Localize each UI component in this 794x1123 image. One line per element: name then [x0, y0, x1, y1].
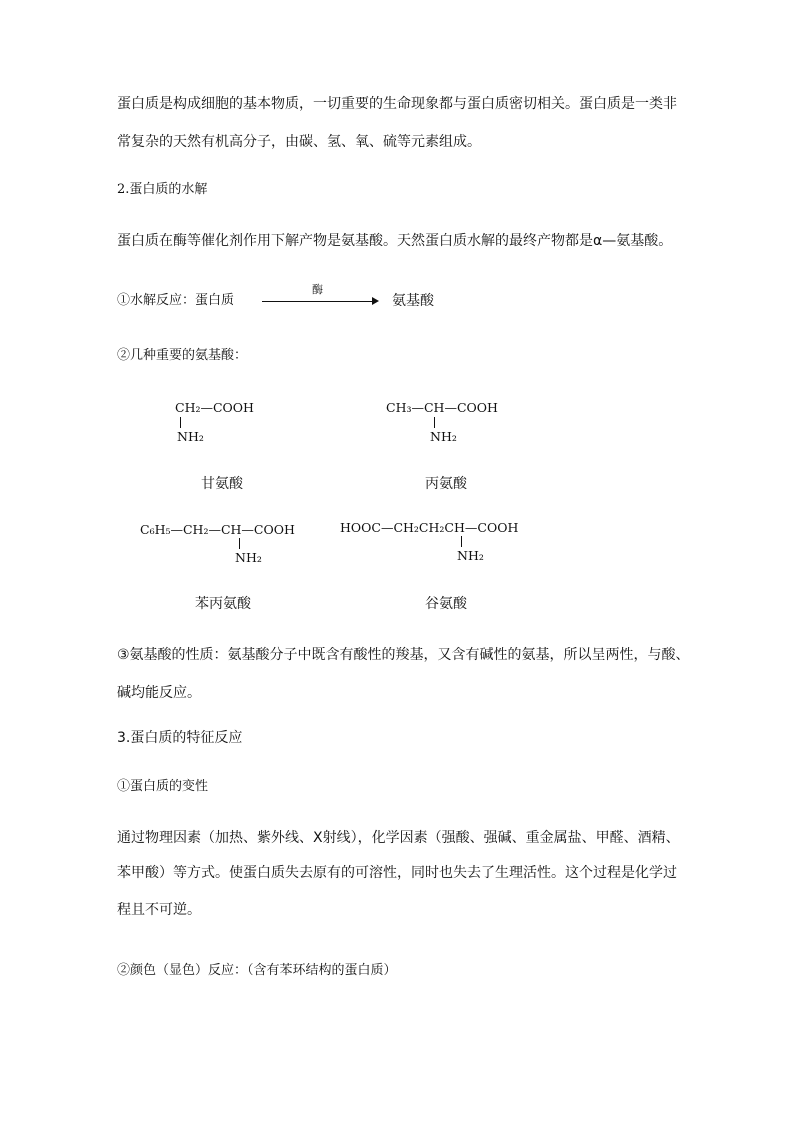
intro-line-1: 蛋白质是构成细胞的基本物质，一切重要的生命现象都与蛋白质密切相关。蛋白质是一类非 — [117, 96, 677, 112]
properties-line-1: ③氨基酸的性质：氨基酸分子中既含有酸性的羧基，又含有碱性的氨基，所以呈两性，与酸、 — [117, 647, 690, 663]
denaturation-line-1: 通过物理因素（加热、紫外线、X射线），化学因素（强酸、强碱、重金属盐、甲醛、酒精、 — [117, 830, 680, 846]
reaction-catalyst: 酶 — [312, 283, 323, 296]
hydrolysis-text: 蛋白质在酶等催化剂作用下解产物是氨基酸。天然蛋白质水解的最终产物都是α—氨基酸。 — [117, 233, 673, 249]
glutamic-acid-bond — [461, 536, 462, 547]
alanine-amino: NH₂ — [430, 429, 457, 444]
color-reaction: ②颜色（显色）反应：（含有苯环结构的蛋白质） — [117, 963, 397, 978]
denaturation-line-3: 程且不可逆。 — [117, 902, 201, 918]
reaction-label: ①水解反应：蛋白质 — [117, 293, 235, 308]
glycine-amino: NH₂ — [177, 429, 204, 444]
glutamic-acid-amino: NH₂ — [457, 548, 484, 563]
glutamic-acid-formula: HOOC—CH₂CH₂CH—COOH — [340, 520, 519, 535]
reaction-arrow-line — [262, 301, 374, 302]
phenylalanine-name: 苯丙氨酸 — [195, 596, 251, 612]
glycine-formula: CH₂—COOH — [175, 400, 254, 415]
amino-acids-title: ②几种重要的氨基酸： — [117, 348, 248, 363]
properties-line-2: 碱均能反应。 — [117, 685, 201, 701]
alanine-name: 丙氨酸 — [425, 476, 467, 492]
phenylalanine-formula: C₆H₅—CH₂—CH—COOH — [140, 522, 295, 537]
section-3-title: 3.蛋白质的特征反应 — [117, 730, 243, 746]
alanine-bond — [434, 417, 435, 428]
glutamic-acid-name: 谷氨酸 — [425, 596, 467, 612]
reaction-arrow-head-icon — [372, 297, 379, 305]
alanine-formula: CH₃—CH—COOH — [386, 400, 498, 415]
denaturation-title: ①蛋白质的变性 — [117, 779, 209, 794]
phenylalanine-bond — [239, 538, 240, 549]
section-2-title: 2.蛋白质的水解 — [117, 182, 208, 197]
glycine-bond — [180, 417, 181, 428]
intro-line-2: 常复杂的天然有机高分子，由碳、氢、氧、硫等元素组成。 — [117, 134, 481, 150]
phenylalanine-amino: NH₂ — [235, 550, 262, 565]
reaction-product: 氨基酸 — [392, 293, 434, 309]
glycine-name: 甘氨酸 — [201, 476, 243, 492]
denaturation-line-2: 苯甲酸）等方式。使蛋白质失去原有的可溶性，同时也失去了生理活性。这个过程是化学过 — [117, 865, 677, 881]
